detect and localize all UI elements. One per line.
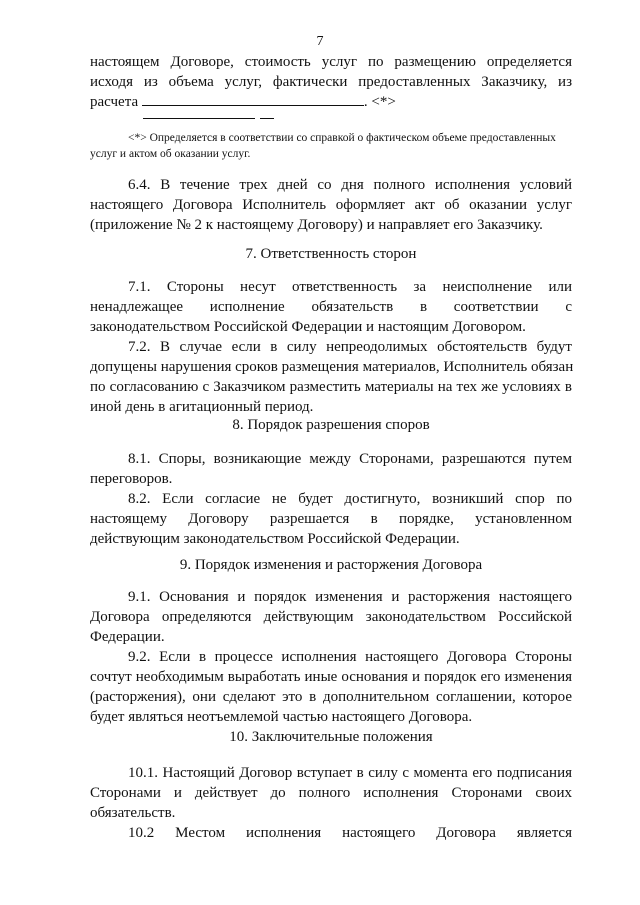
paragraph-line: 6.4. В течение трех дней со дня полного исполнения условий (128, 177, 572, 193)
footnote-separator-dash (260, 118, 274, 119)
paragraph-line: 10.1. Настоящий Договор вступает в силу с момента его подписания (128, 765, 572, 781)
intro-line-calc (90, 92, 572, 112)
calc-label: расчета (90, 94, 139, 110)
paragraph-line: 7.2. В случае если в силу непреодолимых обстоятельств будут (128, 339, 572, 355)
section-heading: 10. Заключительные положения (229, 729, 433, 745)
intro-line: настоящем Договоре, стоимость услуг по размещению определяется (90, 54, 572, 70)
paragraph-line: настоящему Договору разрешается в порядке, установленном (90, 511, 572, 527)
paragraph-line: 8.1. Споры, возникающие между Сторонами, разрешаются путем (128, 451, 572, 467)
paragraph-line: обязательств. (90, 805, 176, 821)
section-heading: 9. Порядок изменения и расторжения Договора (179, 557, 483, 573)
paragraph-line: Сторонами и действует до полного исполнения Сторонами своих (90, 785, 572, 801)
footnote-marker: . <*> (363, 94, 396, 110)
paragraph-line: Договора определяются действующим законодательством Российской (90, 609, 572, 625)
paragraph-line: по согласованию с Заказчиком разместить материалы на тех же условиях в (90, 379, 572, 395)
footnote-line: услуг и актом об оказании услуг. (90, 148, 251, 160)
section-heading: 7. Ответственность сторон (245, 246, 417, 262)
blank-field (142, 92, 364, 106)
paragraph-line: иной день в агитационный период. (90, 399, 314, 415)
paragraph-line: будет являться неотъемлемой частью настоящего Договора. (90, 709, 473, 725)
paragraph-line: (приложение № 2 к настоящему Договору) и направляет его Заказчику. (90, 217, 543, 233)
paragraph-line: допущены нарушения сроков размещения материалов, Исполнитель обязан (90, 359, 574, 375)
section-heading: 8. Порядок разрешения споров (232, 417, 430, 433)
footnote-line: <*> Определяется в соответствии со справкой о фактическом объеме предоставленных (128, 132, 556, 144)
paragraph-line: сочтут необходимым выработать иные основания и порядок его изменения (90, 669, 572, 685)
paragraph-line: переговоров. (90, 471, 173, 487)
intro-line: исходя из объема услуг, фактически предоставленных Заказчику, из (90, 74, 572, 90)
paragraph-line: настоящего Договора Исполнитель оформляет акт об оказании услуг (90, 197, 572, 213)
paragraph-line: Федерации. (90, 629, 165, 645)
paragraph-line: ненадлежащее исполнение обязательств в соответствии с (90, 299, 572, 315)
paragraph-line: законодательством Российской Федерации и настоящим Договором. (90, 319, 526, 335)
paragraph-line: (расторжения), они сделают это в дополнительном соглашении, которое (90, 689, 572, 705)
paragraph-line: 9.1. Основания и порядок изменения и расторжения настоящего (128, 589, 572, 605)
paragraph-line: 10.2 Местом исполнения настоящего Договора является (128, 825, 572, 841)
paragraph-line: действующим законодательством Российской Федерации. (90, 531, 460, 547)
footnote-separator (143, 118, 255, 119)
paragraph-line: 8.2. Если согласие не будет достигнуто, возникший спор по (128, 491, 572, 507)
page-number: 7 (316, 34, 324, 49)
paragraph-line: 9.2. Если в процессе исполнения настоящего Договора Стороны (128, 649, 572, 665)
paragraph-line: 7.1. Стороны несут ответственность за неисполнение или (128, 279, 572, 295)
